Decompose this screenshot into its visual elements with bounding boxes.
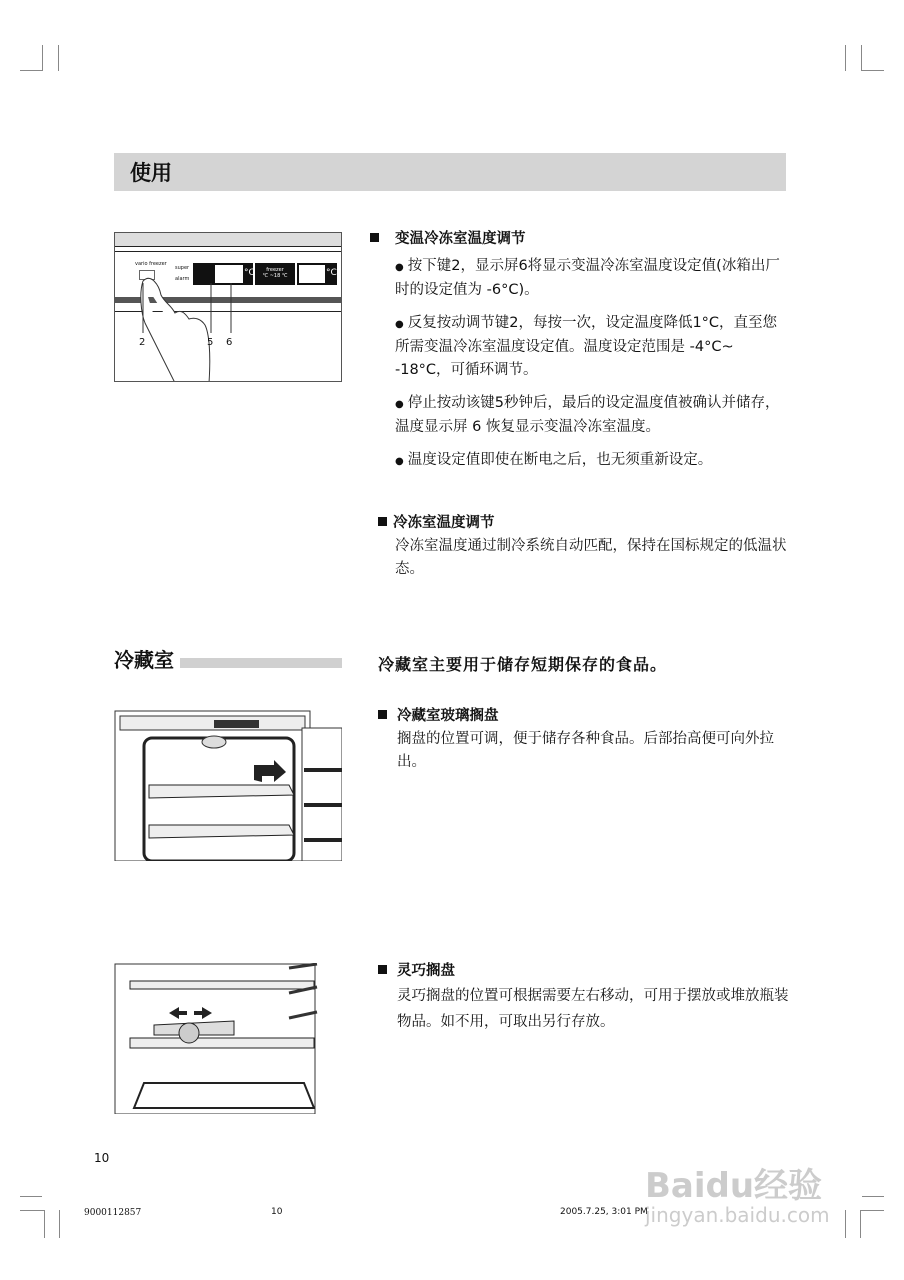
page-title: 使用 (130, 161, 172, 185)
watermark-logo: Baidu经验 jingyan.baidu.com (645, 1166, 830, 1227)
crop-mark (44, 1210, 45, 1238)
fridge-heading: 冷藏室 (114, 648, 174, 672)
glass-shelf-section: 冷藏室玻璃搁盘 搁盘的位置可调，便于储存各种食品。后部抬高便可向外拉出。 (378, 705, 790, 774)
footer-date: 2005.7.25, 3:01 PM (560, 1207, 648, 1217)
crop-mark (860, 1210, 884, 1211)
flexi-shelf-figure (114, 963, 342, 1114)
heading-underline (180, 658, 342, 668)
crop-mark (42, 45, 43, 71)
fridge-flexi-shelf-illustration (114, 963, 342, 1114)
square-bullet-icon (378, 710, 387, 719)
crop-mark (860, 1210, 861, 1238)
crop-mark (20, 1210, 44, 1211)
flexi-shelf-section: 灵巧搁盘 灵巧搁盘的位置可根据需要左右移动，可用于摆放或堆放瓶装物品。如不用，可取出另行存放。 (378, 960, 790, 1035)
crop-mark (20, 70, 42, 71)
glass-shelf-figure (114, 710, 342, 861)
section-header-bar (114, 153, 786, 191)
crop-mark (59, 1210, 60, 1238)
square-bullet-icon (378, 517, 387, 526)
crop-mark (845, 1210, 846, 1238)
crop-mark (845, 45, 846, 71)
crop-mark (861, 45, 862, 71)
fridge-intro: 冷藏室主要用于储存短期保存的食品。 (378, 655, 668, 674)
crop-mark (862, 1196, 884, 1197)
square-bullet-icon (370, 233, 379, 242)
page-number: 10 (94, 1151, 110, 1165)
control-panel-figure: vario freezer super alarm °C freezer ℃ ~18 ℃ °C 2 5 6 (114, 232, 342, 382)
fridge-glass-shelf-illustration (114, 710, 342, 861)
freezer-section: 冷冻室温度调节 冷冻室温度通过制冷系统自动匹配，保持在国标规定的低温状态。 (378, 512, 790, 581)
footer-page: 10 (271, 1207, 283, 1217)
crop-mark (20, 1196, 42, 1197)
square-bullet-icon (378, 965, 387, 974)
crop-mark (862, 70, 884, 71)
footer-code: 9000112857 (84, 1208, 142, 1218)
vario-freezer-section: 变温冷冻室温度调节 ● 按下键2，显示屏6将显示变温冷冻室温度设定值(冰箱出厂时的设定值为 -6°C)。 ● 反复按动调节键2，每按一次，设定温度降低1°C，直至您所需变温冷冻室温度设定值。温度设定范围是 -4°C~ -18°C，可循环调节。 ● 停止按动该键5秒钟后，最后的设定温度值被确认并储存，温度显示屏 6 恢复显示变温冷冻室温度。 ● 温度设定值即使在断电之后，也无须重新设定。 (370, 228, 790, 473)
crop-mark (58, 45, 59, 71)
hand-illustration (115, 233, 342, 382)
